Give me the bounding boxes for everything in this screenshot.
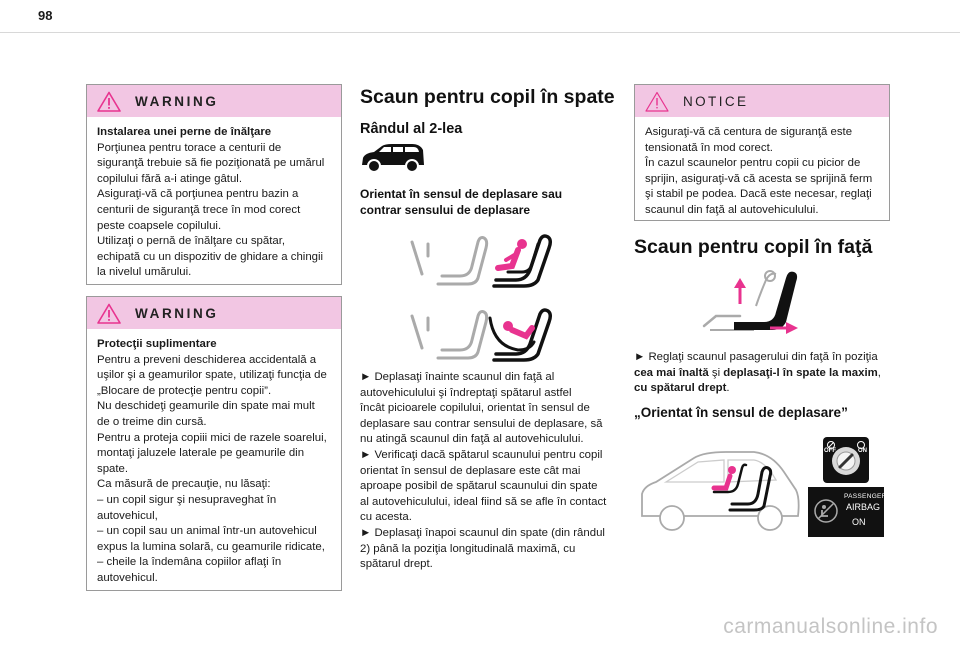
warning-box-booster — [86, 84, 342, 285]
text-line: ► Deplasaţi înainte scaunul din faţă al — [360, 371, 555, 383]
switch-on-label: ON — [858, 448, 867, 454]
text-line: şi stabil pe podea. Dacă este necesar, reglaţi — [645, 188, 872, 201]
airbag-off-symbol-icon — [812, 497, 840, 525]
text-line: Pentru a proteja copiii mici de razele soarelui, — [97, 431, 327, 444]
emphasis: deplasaţi-l în spate la maxim — [723, 366, 878, 379]
text-line: de o treime din cursă. — [97, 415, 207, 428]
text-line: centurii de siguranţă trece în mod corect — [97, 203, 301, 216]
text-line: siguranţă trebuie să fie poziţionată pe umărul — [97, 157, 325, 170]
text-line: Asiguraţi-vă că porţiunea pentru bazin a — [97, 188, 299, 201]
front-seat-adjust-illustration — [700, 266, 804, 338]
warning-label: WARNING — [135, 93, 219, 109]
text-line: ► Deplasaţi înapoi scaunul din spate (din rândul — [360, 526, 605, 539]
text-line: al autovehiculului, ideal fiind să se afle în contact — [360, 495, 607, 508]
notice-label: NOTICE — [683, 93, 749, 109]
rearward-facing-seat-illustration — [398, 306, 558, 362]
warning-title: Instalarea unei perne de înălţare — [97, 126, 272, 138]
warning-triangle-icon — [97, 303, 121, 324]
warning-header — [87, 85, 341, 117]
text-line: Asiguraţi-vă că centura de siguranţă este — [645, 126, 853, 138]
text-line: ► Reglaţi scaunul pasagerului din faţă în poziţia — [634, 351, 878, 363]
front-seat-heading: Scaun pentru copil în faţă — [634, 236, 873, 258]
text-line: Pentru a preveni deschiderea accidentală a — [97, 353, 317, 366]
airbag-lamp-line2: AIRBAG — [846, 502, 881, 512]
passenger-airbag-indicator — [808, 487, 887, 537]
notice-body — [635, 117, 889, 219]
airbag-key-switch-icon — [822, 436, 870, 484]
rear-instructions — [360, 370, 620, 573]
text-line: echipată cu un dispozitiv de ghidare a chingii — [97, 250, 324, 263]
text-line: autovehicul. — [97, 571, 158, 584]
text-line: orientat în sensul de deplasare este cât mai — [360, 464, 581, 477]
notice-triangle-icon — [645, 91, 669, 112]
forward-facing-subheading: „Orientat în sensul de deplasare” — [634, 405, 848, 420]
warning-title: Protecţii suplimentare — [97, 338, 217, 350]
warning-header — [87, 297, 341, 329]
text-line — [634, 381, 896, 397]
text-line: scaunul din faţă al autovehiculului. — [645, 203, 819, 216]
text-line: tensionată în mod corect. — [645, 141, 773, 154]
warning-triangle-icon — [97, 91, 121, 112]
switch-off-label: OFF — [824, 448, 836, 454]
watermark: carmanualsonline.info — [723, 615, 938, 638]
text-line: În cazul scaunelor pentru copii cu picior de — [645, 157, 861, 170]
text-line: – un copil sau un animal într-un autovehicul — [97, 525, 317, 538]
notice-box — [634, 84, 890, 221]
text-line: „Blocare de protecţie pentru copii”. — [97, 384, 272, 397]
top-rule — [0, 32, 960, 33]
warning-body — [87, 329, 341, 587]
text-line: Ca măsură de precauţie, nu lăsaţi: — [97, 478, 271, 491]
text-line: aproape posibil de spătarul scaunului din spate — [360, 480, 598, 493]
text-line: contrar sensului de deplasare — [360, 202, 531, 217]
text-line: – cheile la îndemâna copiilor aflaţi în — [97, 556, 282, 569]
orientation-heading — [360, 187, 562, 218]
emphasis: cea mai înaltă — [634, 366, 709, 379]
text-line: Utilizaţi o pernă de înălţare cu spătar, — [97, 235, 286, 248]
warning-label: WARNING — [135, 305, 219, 321]
text-line: spătarul drept. — [360, 558, 433, 571]
page-number: 98 — [38, 8, 53, 23]
car-front-child-seat-illustration — [636, 446, 804, 538]
vehicle-silhouette-icon — [360, 142, 426, 174]
text-line: spate. — [97, 462, 129, 475]
text-line: autovehicul, — [97, 509, 158, 522]
text-line: autovehiculului şi îndreptaţi spătarul astfel — [360, 386, 572, 399]
text-line: nu atingă scaunul din faţă al autovehiculului. — [360, 433, 584, 446]
front-instructions — [634, 350, 896, 397]
text-line: Nu deschideţi geamurile din spate mai mult — [97, 400, 315, 413]
text-line: uşilor şi a geamurilor spate, utilizaţi funcţia de — [97, 369, 327, 382]
text-line: copilului fără a-i atinge gâtul. — [97, 172, 243, 185]
text-line: la nivelul umărului. — [97, 266, 192, 279]
notice-header — [635, 85, 889, 117]
warning-body — [87, 117, 341, 281]
text-line: încât picioarele copilului, orientat în sensul de — [360, 402, 590, 415]
text-line: peste coapsele copilului. — [97, 219, 222, 232]
text-fragment: . — [726, 382, 730, 395]
emphasis: cu spătarul drept — [634, 382, 727, 395]
text-line: 2) până la poziţia longitudinală maximă, cu — [360, 542, 576, 555]
text-line: cu acesta. — [360, 511, 412, 524]
text-fragment: , — [877, 366, 881, 379]
row-heading: Rândul al 2-lea — [360, 121, 463, 137]
text-line: expus la lumina solară, cu geamurile ridicate, — [97, 540, 325, 553]
warning-box-protection — [86, 296, 342, 591]
airbag-lamp-state: ON — [852, 517, 866, 527]
text-line: – un copil sigur şi nesupraveghat în — [97, 493, 277, 506]
text-line: deplasare sau contrar sensului de deplasare, să — [360, 417, 603, 430]
airbag-lamp-line1: PASSENGER — [844, 493, 887, 500]
text-line: Porţiunea pentru torace a centurii de — [97, 141, 282, 154]
text-line: sprijin, asiguraţi-vă că acesta se sprijină ferm — [645, 172, 873, 185]
text-line: ► Verificaţi dacă spătarul scaunului pentru copil — [360, 448, 603, 461]
rear-seat-heading: Scaun pentru copil în spate — [360, 86, 615, 108]
text-line — [634, 366, 896, 382]
forward-facing-seat-illustration — [398, 232, 558, 288]
text-line: Orientat în sensul de deplasare sau — [360, 187, 563, 201]
text-fragment: şi — [708, 366, 724, 379]
text-line: montaţi jaluzele laterale pe geamurile din — [97, 447, 305, 460]
